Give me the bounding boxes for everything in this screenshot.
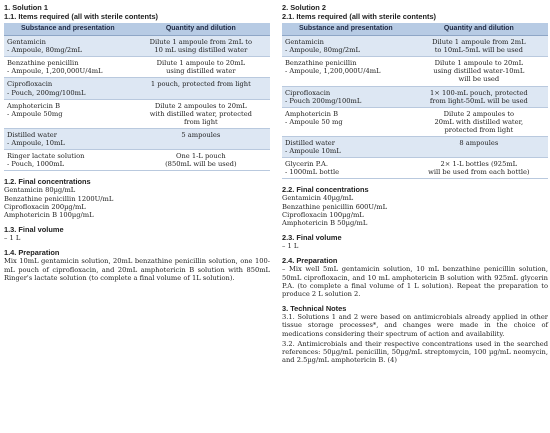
substance-cell: Distilled water - Ampoule 10mL — [282, 137, 410, 158]
technical-note-1: 3.1. Solutions 1 and 2 were based on antimicrobials already applied in other tissue storage processes*, and changes were made in the choice of medications considering their spectrum of action and availability. — [282, 313, 548, 338]
quantity-cell: 2× 1-L bottles (925mL will be used from each bottle) — [410, 158, 548, 179]
solution-2-prep-title: 2.4. Preparation — [282, 256, 338, 266]
table-row — [4, 57, 270, 78]
quantity-cell: One 1-L pouch (850mL will be used) — [132, 150, 270, 171]
substance-column-header: Substance and presentation — [282, 23, 410, 36]
table-row — [282, 57, 548, 86]
solution-1-final-conc-title: 1.2. Final concentrations — [4, 177, 91, 187]
solution-2-column — [282, 3, 548, 364]
list-item: Gentamicin 80µg/mL — [4, 186, 76, 195]
table-row — [4, 36, 270, 57]
substance-cell: Ciprofloxacin - Pouch, 200mg/100mL — [4, 78, 132, 99]
solution-2-final-vol: – 1 L — [282, 242, 299, 251]
solution-2-title: 2. Solution 2 — [282, 3, 326, 12]
list-item: Amphotericin B 50µg/mL — [282, 219, 368, 228]
quantity-cell: 8 ampoules — [410, 137, 548, 158]
quantity-cell: Dilute 1 ampoule to 20mL using distilled water — [132, 57, 270, 78]
substance-cell: Gentamicin - Ampoule, 80mg/2mL — [4, 36, 132, 57]
substance-cell: Ciprofloxacin - Pouch 200mg/100mL — [282, 86, 410, 107]
list-item: Amphotericin B 100µg/mL — [4, 210, 94, 219]
solution-2-final-conc-title: 2.2. Final concentrations — [282, 185, 369, 195]
substance-cell: Benzathine penicillin - Ampoule, 1,200,000U/4mL — [4, 57, 132, 78]
technical-note-2: 3.2. Antimicrobials and their respective concentrations used in the searched references: 50µg/mL penicillin, 50µg/mL streptomycin, 100 µg/mL neomycin, and 2.5µg/mL amphotericin B. (4) — [282, 339, 548, 365]
table-row — [282, 137, 548, 158]
substance-cell: Amphotericin B - Ampoule 50 mg — [282, 107, 410, 136]
solution-2-table — [282, 23, 548, 179]
technical-notes-title: 3. Technical Notes — [282, 304, 347, 314]
quantity-cell: Dilute 1 ampoule from 2mL to 10 mL using distilled water — [132, 36, 270, 57]
quantity-cell: Dilute 1 ampoule from 2mL to 10mL-5mL will be used — [410, 36, 548, 57]
solution-1-table — [4, 23, 270, 171]
quantity-cell: 1× 100-mL pouch, protected from light-50mL will be used — [410, 86, 548, 107]
substance-cell: Glycerin P.A. - 1000mL bottle — [282, 158, 410, 179]
solution-2-prep-text: – Mix well 5mL gentamicin solution, 10 mL benzathine penicillin solution, 50mL ciprofloxacin, and 10 mL amphotericin B solution with 925mL glycerin P.A. (to complete a final volume of 1 L solution). Repeat the preparation to produce 2 L solution 2. — [282, 265, 548, 299]
table-row — [282, 107, 548, 136]
table-header-row — [282, 23, 548, 36]
substance-cell: Ringer lactate solution - Pouch, 1000mL — [4, 150, 132, 171]
table-row — [282, 36, 548, 57]
substance-cell: Distilled water - Ampoule, 10mL — [4, 128, 132, 149]
quantity-column-header: Quantity and dilution — [410, 23, 548, 36]
solution-1-prep-title: 1.4. Preparation — [4, 248, 60, 258]
solution-2-final-conc-list — [282, 194, 548, 227]
table-row — [282, 86, 548, 107]
quantity-cell: 5 ampoules — [132, 128, 270, 149]
list-item: Benzathine penicillin 1200U/mL — [4, 194, 114, 203]
substance-cell: Gentamicin - Ampoule, 80mg/2mL — [282, 36, 410, 57]
quantity-cell: Dilute 2 ampoules to 20mL with distilled water, protected from light — [410, 107, 548, 136]
table-row — [4, 128, 270, 149]
list-item: Benzathine penicillin 600U/mL — [282, 202, 388, 211]
solution-2-items-title: 2.1. Items required (all with sterile contents) — [282, 12, 437, 21]
solution-1-final-vol-title: 1.3. Final volume — [4, 225, 64, 235]
table-row — [4, 78, 270, 99]
substance-cell: Benzathine penicillin - Ampoule, 1,200,000U/4mL — [282, 57, 410, 86]
table-header-row — [4, 23, 270, 36]
list-item: Gentamicin 40µg/mL — [282, 194, 354, 203]
solution-1-prep-text: Mix 10mL gentamicin solution, 20mL benzathine penicillin solution, one 100-mL pouch of ciprofloxacin, and 20mL amphotericin B solution with 850mL Ringer's lactate solution (to complete a final volume of 1L solution). — [4, 257, 270, 282]
list-item: Ciprofloxacin 100µg/mL — [282, 210, 364, 219]
solution-2-final-vol-title: 2.3. Final volume — [282, 233, 342, 243]
solution-1-column — [4, 3, 270, 282]
quantity-cell: 1 pouch, protected from light — [132, 78, 270, 99]
table-row — [4, 99, 270, 128]
substance-column-header: Substance and presentation — [4, 23, 132, 36]
solution-1-final-conc-list — [4, 186, 270, 219]
solution-1-title: 1. Solution 1 — [4, 3, 48, 12]
solution-1-items-title: 1.1. Items required (all with sterile contents) — [4, 12, 159, 21]
table-row — [282, 158, 548, 179]
table-row — [4, 150, 270, 171]
solution-1-final-vol: – 1 L — [4, 234, 21, 243]
quantity-cell: Dilute 1 ampoule to 20mL using distilled water-10mL will be used — [410, 57, 548, 86]
list-item: Ciprofloxacin 200µg/mL — [4, 202, 86, 211]
substance-cell: Amphotericin B - Ampoule 50mg — [4, 99, 132, 128]
quantity-column-header: Quantity and dilution — [132, 23, 270, 36]
solution-1-table-body — [4, 36, 270, 171]
solution-2-table-body — [282, 36, 548, 179]
quantity-cell: Dilute 2 ampoules to 20mL with distilled water, protected from light — [132, 99, 270, 128]
